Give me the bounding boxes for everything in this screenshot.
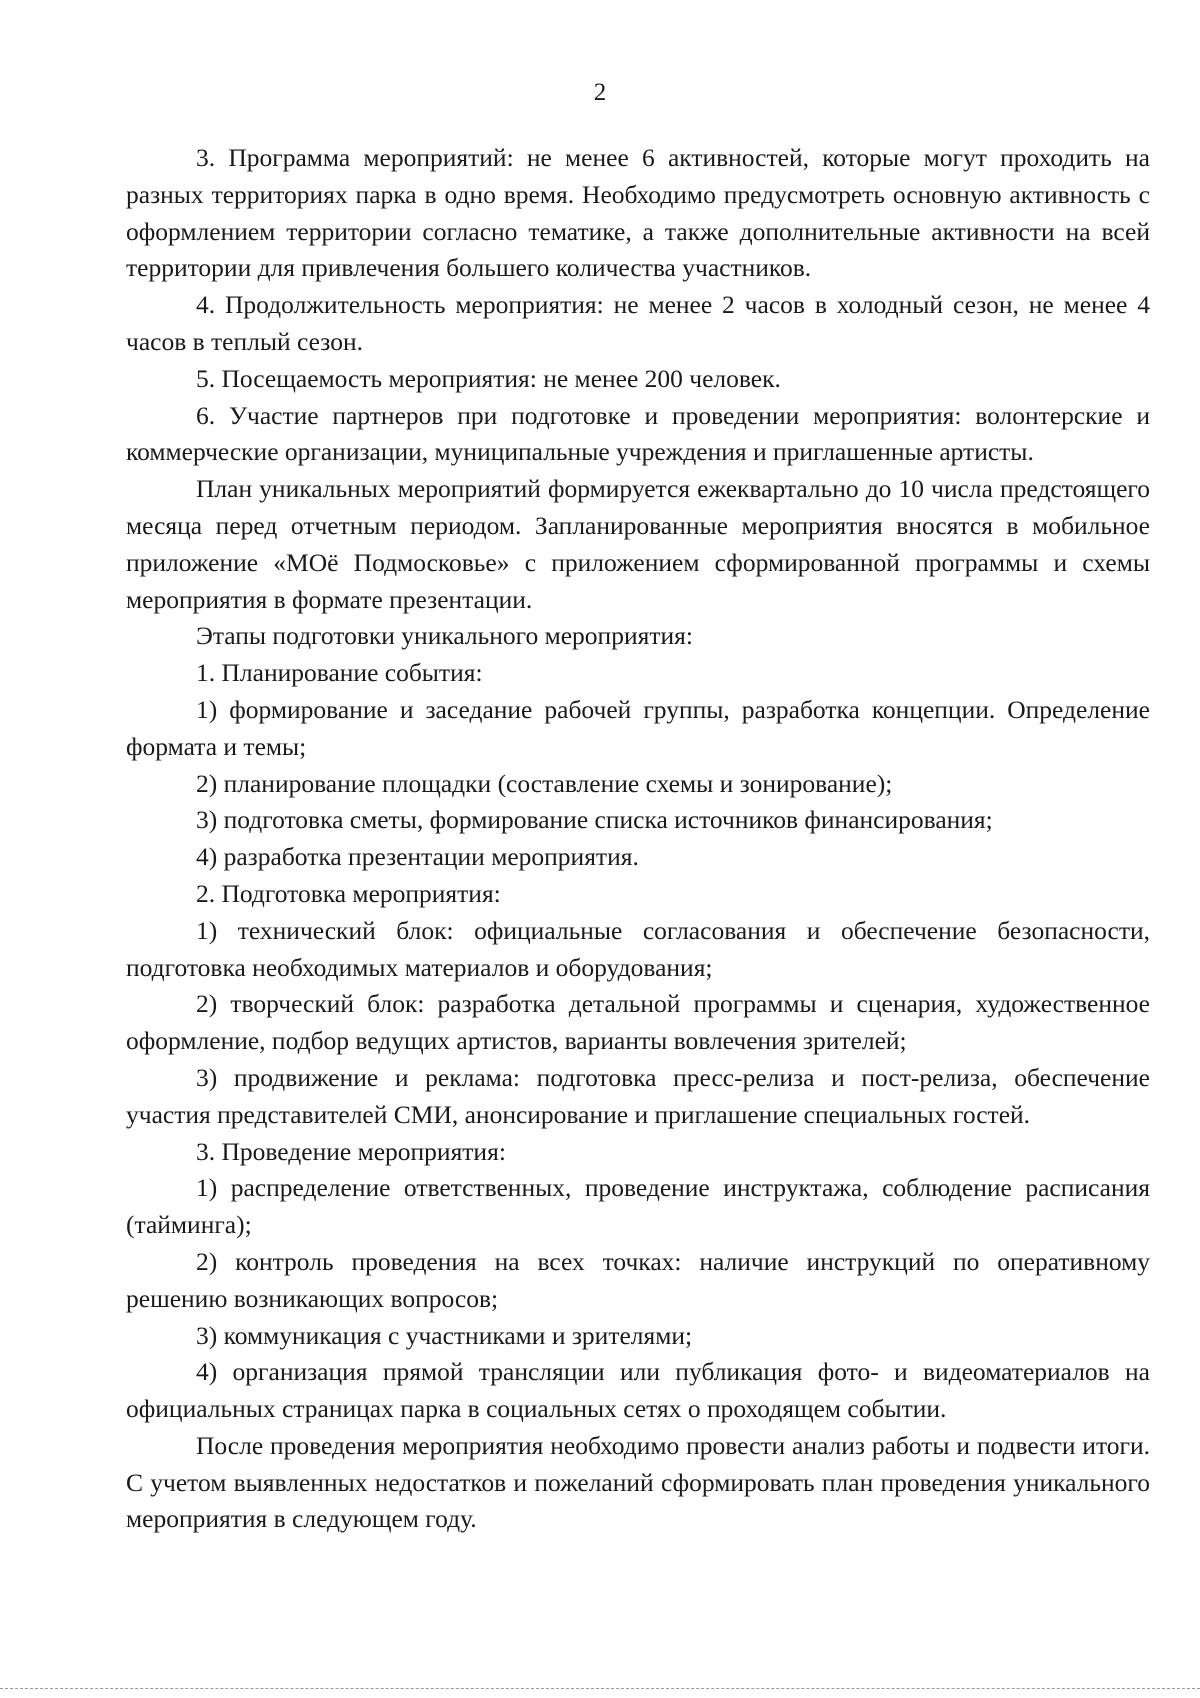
list-item: 2) планирование площадки (составление схемы и зонирование); bbox=[196, 768, 893, 798]
list-item: 1) формирование и заседание рабочей группы, разработка концепции. Определение формата и темы; bbox=[126, 694, 1150, 761]
paragraph-duration: 4. Продолжительность мероприятия: не менее 2 часов в холодный сезон, не менее 4 часов в теплый сезон. bbox=[126, 290, 1150, 356]
list-item: 3) подготовка сметы, формирование списка источников финансирования; bbox=[196, 805, 993, 835]
list-item: 4) разработка презентации мероприятия. bbox=[196, 842, 639, 872]
list-item: 3) продвижение и реклама: подготовка пресс-релиза и пост-релиза, обеспечение участия представителей СМИ, анонсирование и приглашение специальных гостей. bbox=[126, 1062, 1150, 1129]
paragraph-preparation-heading: 2. Подготовка мероприятия: bbox=[196, 878, 501, 908]
paragraph-holding-heading: 3. Проведение мероприятия: bbox=[196, 1136, 506, 1166]
paragraph-plan: План уникальных мероприятий формируется ежеквартально до 10 числа предстоящего месяца перед отчетным периодом. Запланированные мероприятия вносятся в мобильное приложение «МОё Подмосковье» с приложением сформированной программы и схемы мероприятия в формате презентации. bbox=[126, 474, 1150, 614]
document-body bbox=[126, 140, 1150, 1538]
paragraph-program: 3. Программа мероприятий: не менее 6 активностей, которые могут проходить на разных территориях парка в одно время. Необходимо предусмотреть основную активность с оформлением территории согласно тематике, а также дополнительные активности на всей территории для привлечения большего количества участников. bbox=[126, 143, 1150, 283]
list-item: 4) организация прямой трансляции или публикация фото- и видеоматериалов на официальных страницах парка в социальных сетях о проходящем событии. bbox=[126, 1357, 1150, 1424]
list-item: 1) технический блок: официальные согласования и обеспечение безопасности, подготовка необходимых материалов и оборудования; bbox=[126, 915, 1150, 982]
page-bottom-rule bbox=[0, 1688, 1200, 1689]
paragraph-partners: 6. Участие партнеров при подготовке и проведении мероприятия: волонтерские и коммерческие организации, муниципальные учреждения и приглашенные артисты. bbox=[126, 400, 1150, 467]
paragraph-stages-heading: Этапы подготовки уникального мероприятия: bbox=[196, 621, 693, 651]
paragraph-conclusion: После проведения мероприятия необходимо провести анализ работы и подвести итоги. С учетом выявленных недостатков и пожеланий сформировать план проведения уникального мероприятия в следующем году. bbox=[126, 1430, 1150, 1534]
page-number: 2 bbox=[593, 79, 607, 106]
paragraph-planning-heading: 1. Планирование события: bbox=[196, 658, 483, 688]
list-item: 1) распределение ответственных, проведение инструктажа, соблюдение расписания (тайминга); bbox=[126, 1173, 1150, 1240]
list-item: 2) творческий блок: разработка детальной программы и сценария, художественное оформление, подбор ведущих артистов, варианты вовлечения зрителей; bbox=[126, 989, 1150, 1056]
list-item: 3) коммуникация с участниками и зрителями; bbox=[196, 1320, 693, 1350]
list-item: 2) контроль проведения на всех точках: наличие инструкций по оперативному решению возникающих вопросов; bbox=[126, 1246, 1150, 1313]
paragraph-attendance: 5. Посещаемость мероприятия: не менее 200 человек. bbox=[196, 363, 781, 393]
